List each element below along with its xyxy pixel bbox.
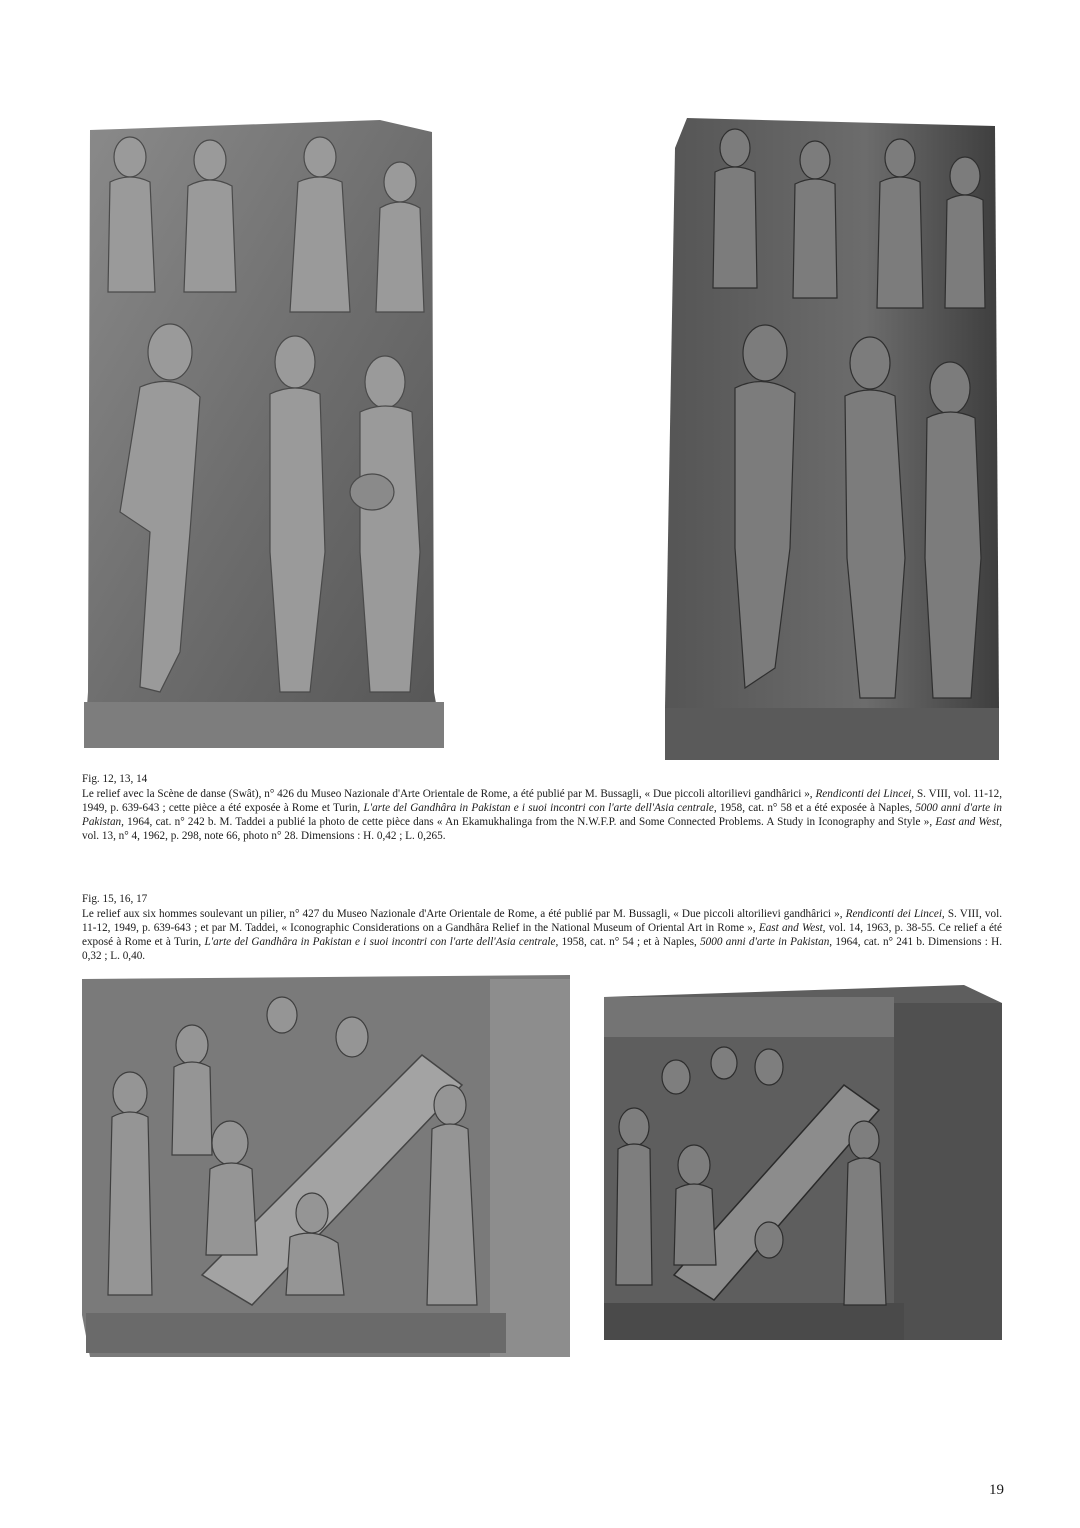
caption-italic: Rendiconti dei Lincei, xyxy=(815,788,915,800)
caption-text: vol. 13, n° 4, 1962, p. 298, note 66, photo n° 28. Dimensions : H. 0,42 ; L. 0,265. xyxy=(82,830,446,842)
caption-italic: 5000 anni d'arte in Pakistan, xyxy=(82,802,1002,828)
caption-text: 1958, cat. n° 54 ; et à Naples, xyxy=(558,936,701,948)
caption-text: S. VIII, vol. 11-12, 1949, p. 639-643 ; et par M. Taddei, « Iconographic Considerations on a Gandhâra Relief in the National Museum of Oriental Art in Rome », xyxy=(82,908,1003,934)
dance-relief-angle-image xyxy=(665,108,1005,760)
caption-text: Le relief aux six hommes soulevant un pilier, n° 427 du Museo Nazionale d'Arte Orientale de Rome, a été publié par M. Bussagli, « Due piccoli altorilievi gandhârici », xyxy=(82,908,846,920)
pillar-relief-angle-image xyxy=(604,985,1002,1340)
caption-fig-12-13-14 xyxy=(82,772,1002,843)
caption-italic: L'arte del Gandhâra in Pakistan e i suoi incontri con l'arte dell'Asia centrale, xyxy=(204,936,559,948)
caption-text: vol. 14, 1963, p. 38-55. Ce relief a été exposé à Rome et à Turin, xyxy=(82,922,1002,948)
dance-relief-front-image xyxy=(80,112,444,748)
fig-label: Fig. 12, 13, 14 xyxy=(82,773,148,785)
pillar-relief-front-image xyxy=(82,975,570,1357)
photo-pillar-relief-front xyxy=(82,975,570,1357)
caption-italic: Rendiconti dei Lincei, xyxy=(845,908,945,920)
caption-italic: East and West, xyxy=(935,816,1002,828)
caption-text: 1964, cat. n° 242 b. M. Taddei a publié la photo de cette pièce dans « An Ekamukhalinga from the N.W.F.P. and Some Connected Problems. A Study in Iconography and Style », xyxy=(123,816,936,828)
caption-text: Le relief avec la Scène de danse (Swât), n° 426 du Museo Nazionale d'Arte Orientale de Rome, a été publié par M. Bussagli, « Due piccoli altorilievi gandhârici », xyxy=(82,788,816,800)
photo-dance-relief-front xyxy=(80,112,444,748)
caption-italic: L'arte del Gandhâra in Pakistan e i suoi incontri con l'arte dell'Asia centrale, xyxy=(363,802,717,814)
caption-italic: 5000 anni d'arte in Pakistan, xyxy=(700,936,833,948)
photo-pillar-relief-angle xyxy=(604,985,1002,1340)
page-number: 19 xyxy=(989,1482,1004,1498)
fig-label: Fig. 15, 16, 17 xyxy=(82,893,148,905)
caption-text: 1964, cat. n° 241 b. Dimensions : H. 0,32 ; L. 0,40. xyxy=(82,936,1002,962)
caption-text: 1958, cat. n° 58 et a été exposée à Naples, xyxy=(716,802,916,814)
caption-italic: East and West, xyxy=(758,922,826,934)
caption-text: S. VIII, vol. 11-12, 1949, p. 639-643 ; cette pièce a été exposée à Rome et Turin, xyxy=(82,788,1002,814)
caption-fig-15-16-17 xyxy=(82,892,1002,963)
photo-dance-relief-angle xyxy=(665,108,1005,760)
